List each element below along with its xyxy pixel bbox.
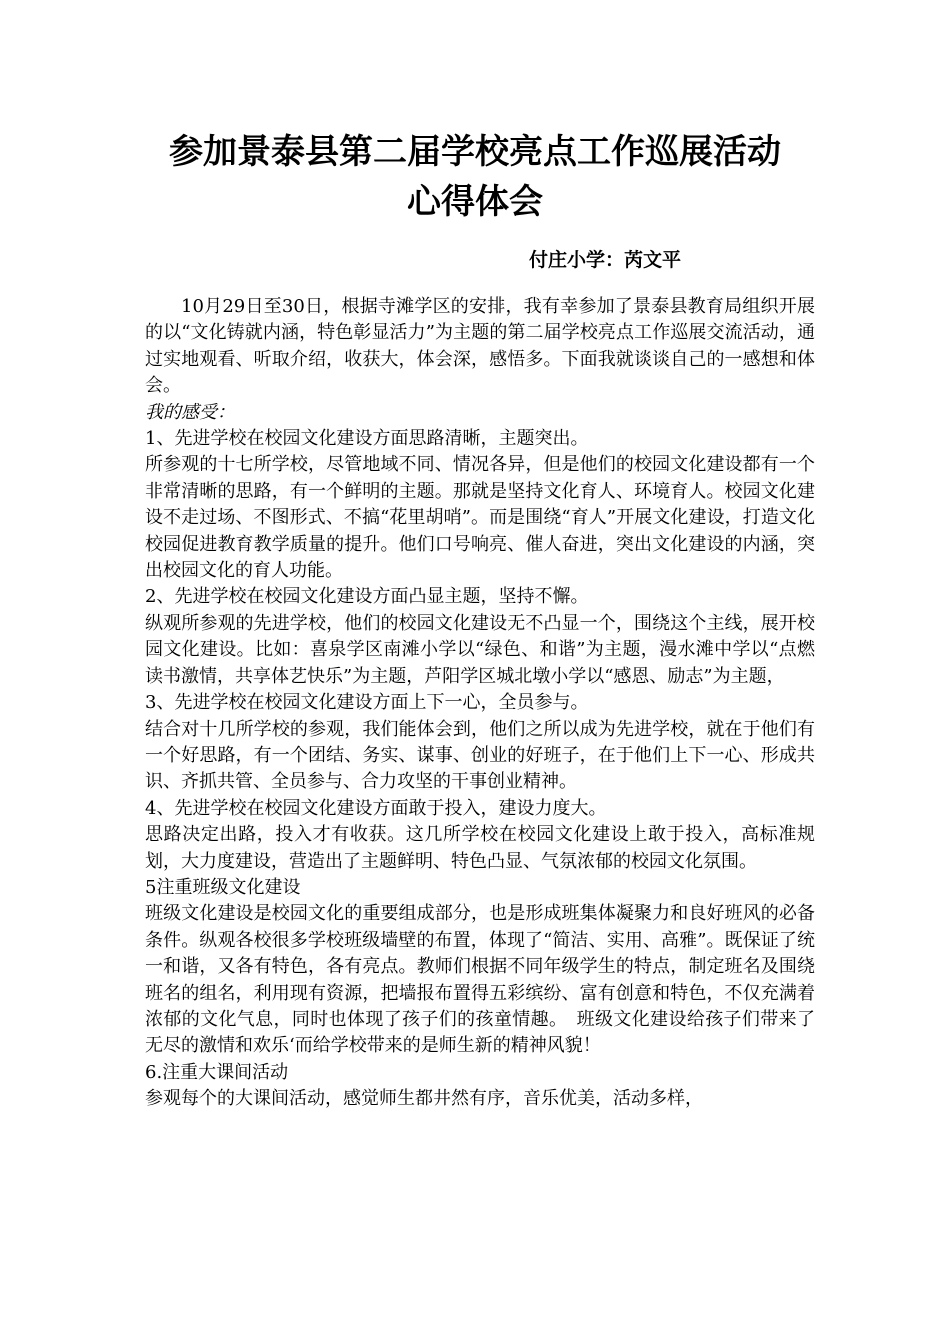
point-body-1: 所参观的十七所学校，尽管地域不同、情况各异，但是他们的校园文化建设都有一个非常清晰的思路，有一个鲜明的主题。那就是坚持文化育人、环境育人。校园文化建设不走过场、不图形式、不搞“花里胡哨”。而是围绕“育人”开展文化建设，打造文化校园促进教育教学质量的提升。他们口号响亮、催人奋进，突出文化建设的内涵，突出校园文化的育人功能。 [145,454,815,582]
point-heading-2: 2、先进学校在校园文化建设方面凸显主题，坚持不懈。 [145,586,589,608]
point-body-3: 结合对十几所学校的参观，我们能体会到，他们之所以成为先进学校，就在于他们有一个好思路，有一个团结、务实、谋事、创业的好班子，在于他们上下一心、形成共识、齐抓共管、全员参与、合力攻坚的干事创业精神。 [145,718,815,793]
point-heading-5: 5注重班级文化建设 [145,876,301,898]
document-title-line1: 参加景泰县第二届学校亮点工作巡展活动 [169,132,781,172]
point-body-4: 思路决定出路，投入才有收获。这几所学校在校园文化建设上敢于投入，高标准规划，大力度建设，营造出了主题鲜明、特色凸显、气氛浓郁的校园文化氛围。 [145,824,815,872]
author-line: 付庄小学：芮文平 [529,249,682,271]
point-body-6: 参观每个的大课间活动，感觉师生都井然有序，音乐优美，活动多样， [145,1088,703,1110]
point-heading-4: 4、先进学校在校园文化建设方面敢于投入，建设力度大。 [145,797,607,819]
point-body-5: 班级文化建设是校园文化的重要组成部分，也是形成班集体凝聚力和良好班风的必备条件。纵观各校很多学校班级墙壁的布置，体现了“简洁、实用、高雅”。既保证了统一和谐，又各有特色，各有亮点。教师们根据不同年级学生的特点，制定班名及围绕班名的组名，利用现有资源，把墙报布置得五彩缤纷、富有创意和特色，不仅充满着浓郁的文化气息，同时也体现了孩子们的孩童情趣。 班级文化建设给孩子们带来了无尽的激情和欢乐‘而给学校带来的是师生新的精神风貌！ [145,903,815,1057]
point-heading-3: 3、先进学校在校园文化建设方面上下一心，全员参与。 [145,692,589,714]
document-title-line2: 心得体会 [407,182,543,222]
section-label: 我的感受： [145,401,235,423]
point-body-2: 纵观所参观的先进学校，他们的校园文化建设无不凸显一个，围绕这个主线，展开校园文化建设。比如：喜泉学区南滩小学以“绿色、和谐”为主题，漫水滩中学以“点燃读书激情，共享体艺快乐”为主题，芦阳学区城北墩小学以“感恩、励志”为主题， [145,612,815,687]
document-body [145,294,815,1113]
intro-paragraph: 10月29日至30日，根据寺滩学区的安排，我有幸参加了景泰县教育局组织开展的以“文化铸就内涵，特色彰显活力”为主题的第二届学校亮点工作巡展交流活动，通过实地观看、听取介绍，收获大，体会深，感悟多。下面我就谈谈自己的一感想和体会。 [145,296,815,397]
point-heading-1: 1、先进学校在校园文化建设方面思路清晰，主题突出。 [145,428,589,450]
point-heading-6: 6.注重大课间活动 [145,1061,289,1083]
